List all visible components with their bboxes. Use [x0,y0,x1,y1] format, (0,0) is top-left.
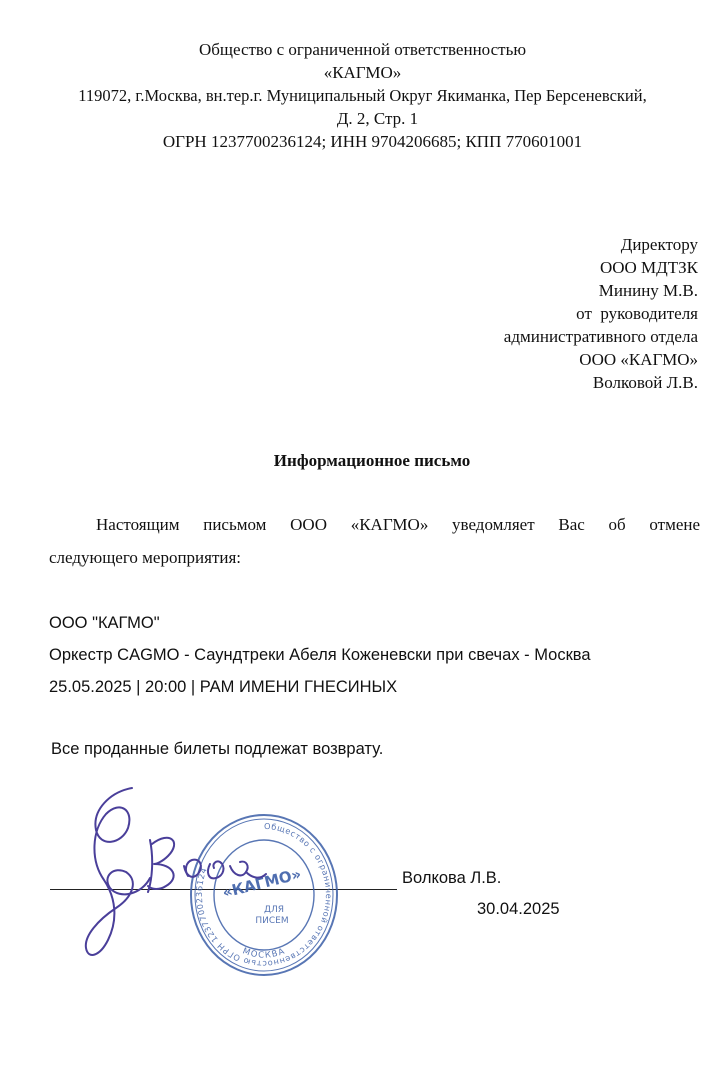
org-address-line1: 119072, г.Москва, вн.тер.г. Муниципальный Округ Якиманка, Пер Берсеневский, [78,86,647,105]
stamp-center-sub1: ДЛЯ [263,905,285,915]
org-legal-form: Общество с ограниченной ответственностью [198,40,527,59]
handwritten-signature [70,780,360,970]
org-address-line2: Д. 2, Стр. 1 [336,109,419,128]
intro-word: Настоящим [96,515,180,534]
intro-word: уведомляет [452,515,535,534]
addressee-line: от руководителя [576,304,698,323]
intro-word: письмом [203,515,267,534]
event-name: Оркестр CAGMO - Саундтреки Абеля Коженевски при свечах - Москва [49,646,591,664]
addressee-block [504,233,698,394]
signatory-name: Волкова Л.В. [402,869,502,887]
intro-line2: следующего мероприятия: [49,548,242,567]
addressee-line: Минину М.В. [598,281,698,300]
intro-word: об [608,515,626,534]
addressee-line: административного отдела [503,327,698,346]
signature-date: 30.04.2025 [477,900,560,918]
stamp-outer-text: Общество с ограниченной ответственностью ОГРН 1237700236124 [193,820,334,970]
letterhead [0,38,725,153]
addressee-line: ООО МДТЗК [599,258,698,277]
intro-line1 [96,515,700,535]
intro-word: «КАГМО» [350,515,429,534]
stamp-center-name: «КАГМО» [220,864,304,902]
intro-word: Вас [558,515,585,534]
letter-title: Информационное письмо [273,451,471,470]
stamp-city-text: МОСКВА [241,946,287,961]
addressee-line: Директору [620,235,698,254]
event-organizer: ООО "КАГМО" [49,614,160,632]
intro-word: отмене [649,515,701,534]
org-name: «КАГМО» [323,63,402,82]
addressee-line: Волковой Л.В. [592,373,698,392]
org-registration: ОГРН 1237700236124; ИНН 9704206685; КПП 770601001 [162,132,583,151]
addressee-line: ООО «КАГМО» [579,350,698,369]
intro-word: ООО [290,515,327,534]
stamp-center-sub2: ПИСЕМ [255,916,289,926]
refund-note: Все проданные билеты подлежат возврату. [51,740,384,758]
event-datetime: 25.05.2025 | 20:00 | РАМ ИМЕНИ ГНЕСИНЫХ [49,678,398,696]
